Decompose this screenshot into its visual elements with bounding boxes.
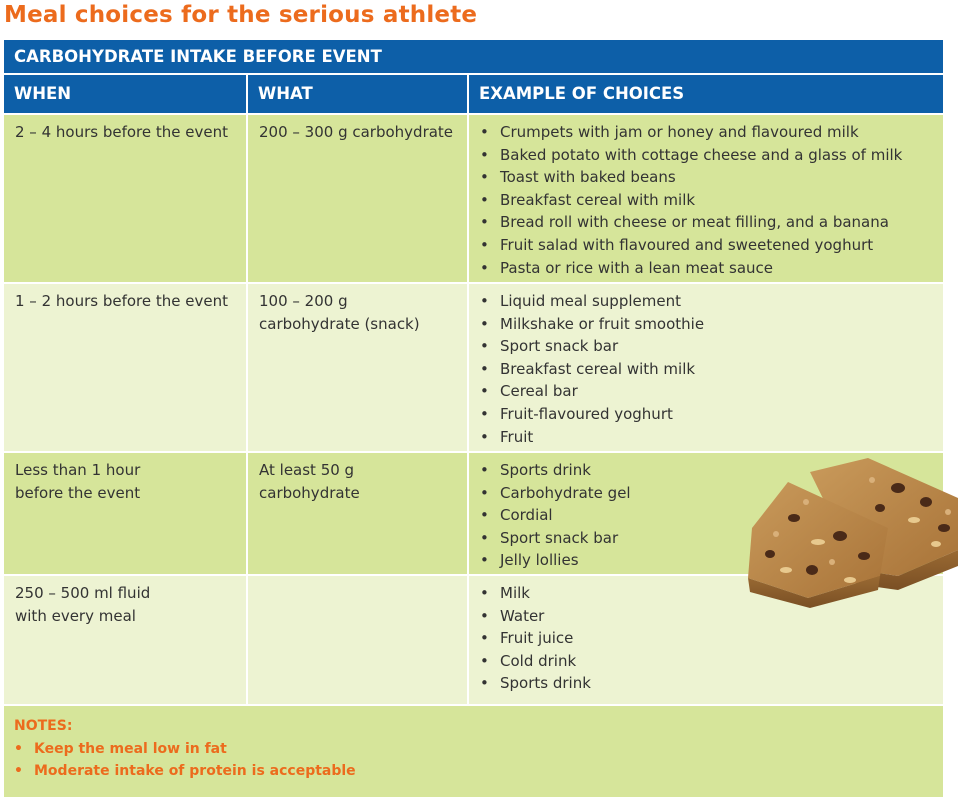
list-item: • Liquid meal supplement [480, 290, 939, 313]
when-cell [4, 453, 246, 574]
what-text: carbohydrate (snack) [259, 314, 420, 333]
what-text: 200 – 300 g carbohydrate [259, 123, 454, 141]
when-text: before the event [15, 483, 141, 502]
page-title: Meal choices for the serious athlete [4, 2, 478, 28]
column-header-when: WHEN [4, 75, 246, 113]
note-item: • Moderate intake of protein is acceptable [14, 760, 933, 783]
what-cell [248, 284, 467, 451]
list-item: • Cordial [480, 504, 939, 527]
what-cell [248, 115, 467, 282]
list-item: • Fruit [480, 426, 939, 449]
table-row [4, 115, 943, 282]
list-item: • Bread roll with cheese or meat filling, and a banana [480, 211, 939, 234]
list-item: • Pasta or rice with a lean meat sauce [480, 257, 939, 280]
choices-list [480, 290, 939, 448]
what-text: At least 50 g [259, 461, 355, 479]
what-cell [248, 576, 467, 704]
when-text: 1 – 2 hours before the event [15, 292, 228, 310]
list-item: • Fruit juice [480, 627, 939, 650]
list-item: • Sports drink [480, 459, 939, 482]
list-item: • Jelly lollies [480, 549, 939, 572]
table-header: CARBOHYDRATE INTAKE BEFORE EVENT [4, 40, 943, 73]
list-item: • Cold drink [480, 650, 939, 673]
list-item: • Baked potato with cottage cheese and a glass of milk [480, 144, 939, 167]
notes-heading: NOTES: [14, 718, 73, 734]
list-item: • Milk [480, 582, 939, 605]
when-text: 2 – 4 hours before the event [15, 123, 228, 141]
column-header-row [4, 75, 943, 113]
choices-cell [469, 284, 943, 451]
muesli-bar-icon [748, 458, 958, 608]
list-item: • Fruit-flavoured yoghurt [480, 403, 939, 426]
what-text: 100 – 200 g [259, 292, 348, 310]
when-cell [4, 576, 246, 704]
list-item: • Carbohydrate gel [480, 482, 939, 505]
column-header-what: WHAT [248, 75, 467, 113]
note-item: • Keep the meal low in fat [14, 738, 933, 761]
list-item: • Breakfast cereal with milk [480, 358, 939, 381]
when-text: Less than 1 hour [15, 461, 141, 479]
carbohydrate-table [4, 40, 943, 797]
table-row [4, 284, 943, 451]
choices-cell [469, 115, 943, 282]
when-cell [4, 115, 246, 282]
list-item: • Fruit salad with flavoured and sweetened yoghurt [480, 234, 939, 257]
what-text: carbohydrate [259, 483, 360, 502]
list-item: • Cereal bar [480, 380, 939, 403]
list-item: • Toast with baked beans [480, 166, 939, 189]
choices-list [480, 121, 939, 279]
list-item: • Breakfast cereal with milk [480, 189, 939, 212]
notes-list [14, 738, 933, 783]
list-item: • Water [480, 605, 939, 628]
list-item: • Sports drink [480, 672, 939, 695]
list-item: • Milkshake or fruit smoothie [480, 313, 939, 336]
list-item: • Crumpets with jam or honey and flavoured milk [480, 121, 939, 144]
what-cell [248, 453, 467, 574]
list-item: • Sport snack bar [480, 335, 939, 358]
notes-box [4, 706, 943, 797]
when-text: 250 – 500 ml fluid [15, 584, 151, 602]
when-cell [4, 284, 246, 451]
list-item: • Sport snack bar [480, 527, 939, 550]
column-header-choices: EXAMPLE OF CHOICES [469, 75, 943, 113]
when-text: with every meal [15, 606, 136, 625]
